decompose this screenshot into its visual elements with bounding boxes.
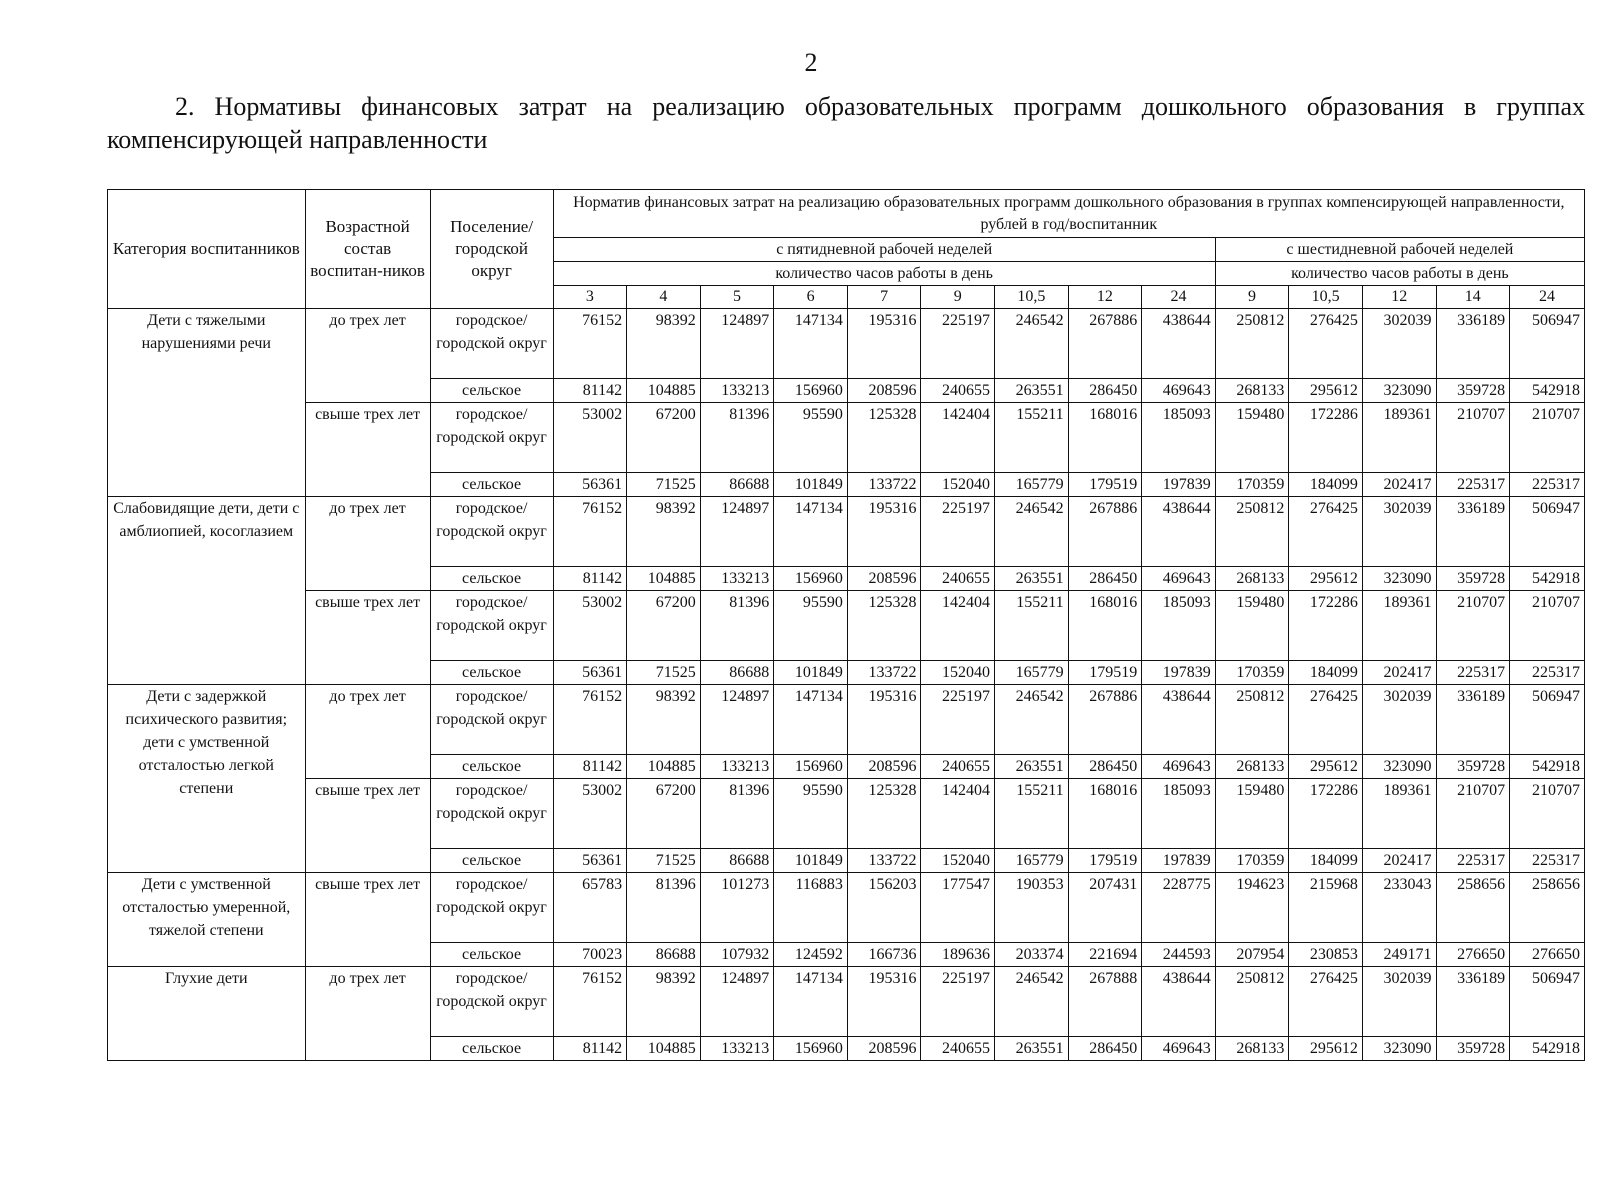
hours-cell: 9 <box>1215 286 1289 309</box>
hours-cell: 7 <box>847 286 921 309</box>
value-cell: 168016 <box>1068 403 1142 473</box>
value-cell: 98392 <box>627 497 701 567</box>
value-cell: 542918 <box>1510 1037 1585 1061</box>
value-cell: 76152 <box>553 967 627 1037</box>
value-cell: 172286 <box>1289 591 1363 661</box>
value-cell: 166736 <box>847 943 921 967</box>
hours-cell: 14 <box>1436 286 1510 309</box>
value-cell: 276425 <box>1289 967 1363 1037</box>
value-cell: 165779 <box>995 849 1069 873</box>
value-cell: 156203 <box>847 873 921 943</box>
value-cell: 104885 <box>627 379 701 403</box>
table-row <box>108 779 1585 849</box>
value-cell: 56361 <box>553 661 627 685</box>
hours-cell: 10,5 <box>995 286 1069 309</box>
table-row <box>108 967 1585 1037</box>
settlement-cell: городское/ городской округ <box>430 309 553 379</box>
value-cell: 359728 <box>1436 379 1510 403</box>
value-cell: 225317 <box>1436 473 1510 497</box>
value-cell: 172286 <box>1289 403 1363 473</box>
value-cell: 506947 <box>1510 309 1585 379</box>
value-cell: 179519 <box>1068 661 1142 685</box>
value-cell: 202417 <box>1362 661 1436 685</box>
value-cell: 542918 <box>1510 379 1585 403</box>
value-cell: 295612 <box>1289 567 1363 591</box>
value-cell: 159480 <box>1215 403 1289 473</box>
value-cell: 210707 <box>1510 403 1585 473</box>
value-cell: 155211 <box>995 591 1069 661</box>
value-cell: 185093 <box>1142 403 1216 473</box>
value-cell: 81396 <box>700 403 774 473</box>
value-cell: 336189 <box>1436 309 1510 379</box>
value-cell: 185093 <box>1142 779 1216 849</box>
value-cell: 225317 <box>1436 849 1510 873</box>
value-cell: 202417 <box>1362 849 1436 873</box>
header-hours-five: количество часов работы в день <box>553 262 1215 286</box>
settlement-cell: городское/ городской округ <box>430 685 553 755</box>
value-cell: 323090 <box>1362 1037 1436 1061</box>
value-cell: 189361 <box>1362 779 1436 849</box>
value-cell: 225317 <box>1510 849 1585 873</box>
value-cell: 124897 <box>700 497 774 567</box>
value-cell: 101849 <box>774 661 848 685</box>
table-header <box>108 190 1585 309</box>
value-cell: 250812 <box>1215 967 1289 1037</box>
value-cell: 168016 <box>1068 779 1142 849</box>
age-cell: до трех лет <box>305 309 430 403</box>
age-cell: свыше трех лет <box>305 779 430 873</box>
settlement-cell: городское/ городской округ <box>430 779 553 849</box>
value-cell: 438644 <box>1142 685 1216 755</box>
value-cell: 142404 <box>921 591 995 661</box>
value-cell: 323090 <box>1362 755 1436 779</box>
value-cell: 125328 <box>847 403 921 473</box>
value-cell: 542918 <box>1510 567 1585 591</box>
hours-cell: 3 <box>553 286 627 309</box>
value-cell: 207954 <box>1215 943 1289 967</box>
value-cell: 210707 <box>1510 779 1585 849</box>
value-cell: 71525 <box>627 473 701 497</box>
settlement-cell: городское/ городской округ <box>430 497 553 567</box>
value-cell: 189636 <box>921 943 995 967</box>
table-row <box>108 497 1585 567</box>
value-cell: 98392 <box>627 309 701 379</box>
value-cell: 246542 <box>995 685 1069 755</box>
value-cell: 147134 <box>774 685 848 755</box>
value-cell: 225317 <box>1510 661 1585 685</box>
value-cell: 276425 <box>1289 685 1363 755</box>
value-cell: 225197 <box>921 309 995 379</box>
settlement-cell: сельское <box>430 473 553 497</box>
value-cell: 295612 <box>1289 755 1363 779</box>
value-cell: 225197 <box>921 685 995 755</box>
value-cell: 359728 <box>1436 755 1510 779</box>
value-cell: 250812 <box>1215 309 1289 379</box>
value-cell: 170359 <box>1215 473 1289 497</box>
value-cell: 124897 <box>700 685 774 755</box>
value-cell: 125328 <box>847 779 921 849</box>
value-cell: 195316 <box>847 309 921 379</box>
value-cell: 258656 <box>1510 873 1585 943</box>
value-cell: 194623 <box>1215 873 1289 943</box>
value-cell: 250812 <box>1215 497 1289 567</box>
value-cell: 190353 <box>995 873 1069 943</box>
category-cell: Дети с умственной отсталостью умеренной, тяжелой степени <box>108 873 306 967</box>
value-cell: 240655 <box>921 567 995 591</box>
value-cell: 101849 <box>774 849 848 873</box>
value-cell: 469643 <box>1142 755 1216 779</box>
value-cell: 302039 <box>1362 967 1436 1037</box>
value-cell: 86688 <box>700 661 774 685</box>
table-row <box>108 591 1585 661</box>
value-cell: 246542 <box>995 309 1069 379</box>
value-cell: 244593 <box>1142 943 1216 967</box>
age-cell: до трех лет <box>305 685 430 779</box>
age-cell: свыше трех лет <box>305 591 430 685</box>
value-cell: 142404 <box>921 403 995 473</box>
hours-cell: 4 <box>627 286 701 309</box>
value-cell: 53002 <box>553 403 627 473</box>
hours-cell: 12 <box>1068 286 1142 309</box>
value-cell: 159480 <box>1215 779 1289 849</box>
value-cell: 152040 <box>921 849 995 873</box>
value-cell: 258656 <box>1436 873 1510 943</box>
value-cell: 81142 <box>553 755 627 779</box>
value-cell: 506947 <box>1510 685 1585 755</box>
value-cell: 268133 <box>1215 567 1289 591</box>
value-cell: 208596 <box>847 1037 921 1061</box>
value-cell: 133722 <box>847 473 921 497</box>
value-cell: 104885 <box>627 755 701 779</box>
value-cell: 215968 <box>1289 873 1363 943</box>
value-cell: 147134 <box>774 497 848 567</box>
value-cell: 469643 <box>1142 1037 1216 1061</box>
value-cell: 195316 <box>847 685 921 755</box>
value-cell: 267888 <box>1068 967 1142 1037</box>
value-cell: 165779 <box>995 473 1069 497</box>
value-cell: 210707 <box>1436 403 1510 473</box>
age-cell: до трех лет <box>305 497 430 591</box>
settlement-cell: сельское <box>430 379 553 403</box>
value-cell: 197839 <box>1142 849 1216 873</box>
value-cell: 202417 <box>1362 473 1436 497</box>
value-cell: 276425 <box>1289 309 1363 379</box>
value-cell: 147134 <box>774 309 848 379</box>
value-cell: 184099 <box>1289 661 1363 685</box>
value-cell: 336189 <box>1436 685 1510 755</box>
value-cell: 76152 <box>553 309 627 379</box>
value-cell: 323090 <box>1362 567 1436 591</box>
value-cell: 156960 <box>774 567 848 591</box>
value-cell: 286450 <box>1068 755 1142 779</box>
value-cell: 469643 <box>1142 567 1216 591</box>
value-cell: 225197 <box>921 497 995 567</box>
value-cell: 302039 <box>1362 685 1436 755</box>
value-cell: 98392 <box>627 685 701 755</box>
value-cell: 86688 <box>700 849 774 873</box>
value-cell: 233043 <box>1362 873 1436 943</box>
value-cell: 124897 <box>700 309 774 379</box>
value-cell: 210707 <box>1436 591 1510 661</box>
header-age: Возрастной состав воспитан-ников <box>305 190 430 309</box>
category-cell: Глухие дети <box>108 967 306 1061</box>
value-cell: 81396 <box>627 873 701 943</box>
value-cell: 53002 <box>553 591 627 661</box>
value-cell: 203374 <box>995 943 1069 967</box>
value-cell: 268133 <box>1215 1037 1289 1061</box>
norms-table <box>107 189 1585 1061</box>
value-cell: 133213 <box>700 755 774 779</box>
value-cell: 438644 <box>1142 309 1216 379</box>
hours-cell: 24 <box>1142 286 1216 309</box>
value-cell: 125328 <box>847 591 921 661</box>
value-cell: 276425 <box>1289 497 1363 567</box>
value-cell: 86688 <box>627 943 701 967</box>
value-cell: 81142 <box>553 567 627 591</box>
value-cell: 56361 <box>553 849 627 873</box>
value-cell: 95590 <box>774 591 848 661</box>
table-row <box>108 873 1585 943</box>
value-cell: 56361 <box>553 473 627 497</box>
value-cell: 177547 <box>921 873 995 943</box>
value-cell: 225197 <box>921 967 995 1037</box>
value-cell: 208596 <box>847 567 921 591</box>
header-category: Категория воспитанников <box>108 190 306 309</box>
value-cell: 104885 <box>627 1037 701 1061</box>
value-cell: 267886 <box>1068 309 1142 379</box>
value-cell: 228775 <box>1142 873 1216 943</box>
value-cell: 101849 <box>774 473 848 497</box>
settlement-cell: сельское <box>430 567 553 591</box>
hours-cell: 24 <box>1510 286 1585 309</box>
value-cell: 133213 <box>700 1037 774 1061</box>
section-heading: 2. Нормативы финансовых затрат на реализацию образовательных программ дошкольного образования в группах компенсирующей направленности <box>107 92 1585 154</box>
value-cell: 268133 <box>1215 755 1289 779</box>
value-cell: 53002 <box>553 779 627 849</box>
value-cell: 67200 <box>627 779 701 849</box>
value-cell: 195316 <box>847 497 921 567</box>
value-cell: 159480 <box>1215 591 1289 661</box>
value-cell: 438644 <box>1142 497 1216 567</box>
value-cell: 208596 <box>847 755 921 779</box>
value-cell: 240655 <box>921 1037 995 1061</box>
value-cell: 147134 <box>774 967 848 1037</box>
value-cell: 197839 <box>1142 661 1216 685</box>
value-cell: 67200 <box>627 591 701 661</box>
value-cell: 179519 <box>1068 473 1142 497</box>
value-cell: 267886 <box>1068 497 1142 567</box>
age-cell: свыше трех лет <box>305 403 430 497</box>
value-cell: 155211 <box>995 403 1069 473</box>
value-cell: 249171 <box>1362 943 1436 967</box>
value-cell: 170359 <box>1215 661 1289 685</box>
value-cell: 124897 <box>700 967 774 1037</box>
header-six-day: с шестидневной рабочей неделей <box>1215 238 1584 262</box>
value-cell: 104885 <box>627 567 701 591</box>
value-cell: 207431 <box>1068 873 1142 943</box>
value-cell: 268133 <box>1215 379 1289 403</box>
settlement-cell: сельское <box>430 1037 553 1061</box>
value-cell: 359728 <box>1436 1037 1510 1061</box>
value-cell: 276650 <box>1510 943 1585 967</box>
value-cell: 240655 <box>921 379 995 403</box>
value-cell: 71525 <box>627 849 701 873</box>
value-cell: 267886 <box>1068 685 1142 755</box>
value-cell: 323090 <box>1362 379 1436 403</box>
value-cell: 286450 <box>1068 379 1142 403</box>
settlement-cell: городское/ городской округ <box>430 967 553 1037</box>
value-cell: 98392 <box>627 967 701 1037</box>
value-cell: 438644 <box>1142 967 1216 1037</box>
value-cell: 189361 <box>1362 591 1436 661</box>
value-cell: 142404 <box>921 779 995 849</box>
value-cell: 240655 <box>921 755 995 779</box>
value-cell: 86688 <box>700 473 774 497</box>
value-cell: 81142 <box>553 379 627 403</box>
value-cell: 124592 <box>774 943 848 967</box>
category-cell: Слабовидящие дети, дети с амблиопией, косоглазием <box>108 497 306 685</box>
hours-cell: 6 <box>774 286 848 309</box>
hours-cell: 12 <box>1362 286 1436 309</box>
header-norm: Норматив финансовых затрат на реализацию образовательных программ дошкольного образования в группах компенсирующей направленности, рублей в год/воспитанник <box>553 190 1584 238</box>
value-cell: 197839 <box>1142 473 1216 497</box>
value-cell: 76152 <box>553 497 627 567</box>
value-cell: 302039 <box>1362 497 1436 567</box>
value-cell: 133722 <box>847 661 921 685</box>
value-cell: 170359 <box>1215 849 1289 873</box>
value-cell: 95590 <box>774 403 848 473</box>
settlement-cell: городское/ городской округ <box>430 403 553 473</box>
value-cell: 336189 <box>1436 967 1510 1037</box>
value-cell: 263551 <box>995 379 1069 403</box>
category-cell: Дети с тяжелыми нарушениями речи <box>108 309 306 497</box>
value-cell: 295612 <box>1289 379 1363 403</box>
value-cell: 152040 <box>921 473 995 497</box>
value-cell: 295612 <box>1289 1037 1363 1061</box>
value-cell: 184099 <box>1289 473 1363 497</box>
value-cell: 336189 <box>1436 497 1510 567</box>
value-cell: 230853 <box>1289 943 1363 967</box>
table-row <box>108 403 1585 473</box>
value-cell: 225317 <box>1510 473 1585 497</box>
page-number: 2 <box>804 48 818 77</box>
value-cell: 116883 <box>774 873 848 943</box>
value-cell: 246542 <box>995 967 1069 1037</box>
hours-cell: 10,5 <box>1289 286 1363 309</box>
value-cell: 172286 <box>1289 779 1363 849</box>
value-cell: 71525 <box>627 661 701 685</box>
value-cell: 276650 <box>1436 943 1510 967</box>
value-cell: 65783 <box>553 873 627 943</box>
value-cell: 225317 <box>1436 661 1510 685</box>
value-cell: 210707 <box>1510 591 1585 661</box>
value-cell: 152040 <box>921 661 995 685</box>
value-cell: 81142 <box>553 1037 627 1061</box>
value-cell: 469643 <box>1142 379 1216 403</box>
header-five-day: с пятидневной рабочей неделей <box>553 238 1215 262</box>
header-settlement: Поселение/ городской округ <box>430 190 553 309</box>
value-cell: 70023 <box>553 943 627 967</box>
value-cell: 133722 <box>847 849 921 873</box>
value-cell: 156960 <box>774 755 848 779</box>
value-cell: 246542 <box>995 497 1069 567</box>
value-cell: 286450 <box>1068 567 1142 591</box>
value-cell: 542918 <box>1510 755 1585 779</box>
value-cell: 133213 <box>700 379 774 403</box>
value-cell: 168016 <box>1068 591 1142 661</box>
value-cell: 263551 <box>995 567 1069 591</box>
value-cell: 156960 <box>774 1037 848 1061</box>
category-cell: Дети с задержкой психического развития; дети с умственной отсталостью легкой степени <box>108 685 306 873</box>
value-cell: 359728 <box>1436 567 1510 591</box>
hours-cell: 9 <box>921 286 995 309</box>
value-cell: 506947 <box>1510 967 1585 1037</box>
value-cell: 67200 <box>627 403 701 473</box>
value-cell: 506947 <box>1510 497 1585 567</box>
value-cell: 195316 <box>847 967 921 1037</box>
settlement-cell: сельское <box>430 661 553 685</box>
value-cell: 133213 <box>700 567 774 591</box>
settlement-cell: сельское <box>430 849 553 873</box>
settlement-cell: городское/ городской округ <box>430 591 553 661</box>
value-cell: 221694 <box>1068 943 1142 967</box>
value-cell: 189361 <box>1362 403 1436 473</box>
value-cell: 302039 <box>1362 309 1436 379</box>
table-body <box>108 309 1585 1061</box>
value-cell: 210707 <box>1436 779 1510 849</box>
hours-cell: 5 <box>700 286 774 309</box>
table-row <box>108 685 1585 755</box>
value-cell: 179519 <box>1068 849 1142 873</box>
value-cell: 81396 <box>700 591 774 661</box>
settlement-cell: сельское <box>430 943 553 967</box>
value-cell: 81396 <box>700 779 774 849</box>
value-cell: 250812 <box>1215 685 1289 755</box>
value-cell: 155211 <box>995 779 1069 849</box>
value-cell: 263551 <box>995 755 1069 779</box>
value-cell: 263551 <box>995 1037 1069 1061</box>
value-cell: 184099 <box>1289 849 1363 873</box>
value-cell: 156960 <box>774 379 848 403</box>
age-cell: свыше трех лет <box>305 873 430 967</box>
age-cell: до трех лет <box>305 967 430 1061</box>
table-row <box>108 309 1585 379</box>
value-cell: 107932 <box>700 943 774 967</box>
value-cell: 101273 <box>700 873 774 943</box>
settlement-cell: сельское <box>430 755 553 779</box>
value-cell: 95590 <box>774 779 848 849</box>
value-cell: 208596 <box>847 379 921 403</box>
value-cell: 165779 <box>995 661 1069 685</box>
value-cell: 185093 <box>1142 591 1216 661</box>
settlement-cell: городское/ городской округ <box>430 873 553 943</box>
value-cell: 76152 <box>553 685 627 755</box>
value-cell: 286450 <box>1068 1037 1142 1061</box>
header-hours-six: количество часов работы в день <box>1215 262 1584 286</box>
